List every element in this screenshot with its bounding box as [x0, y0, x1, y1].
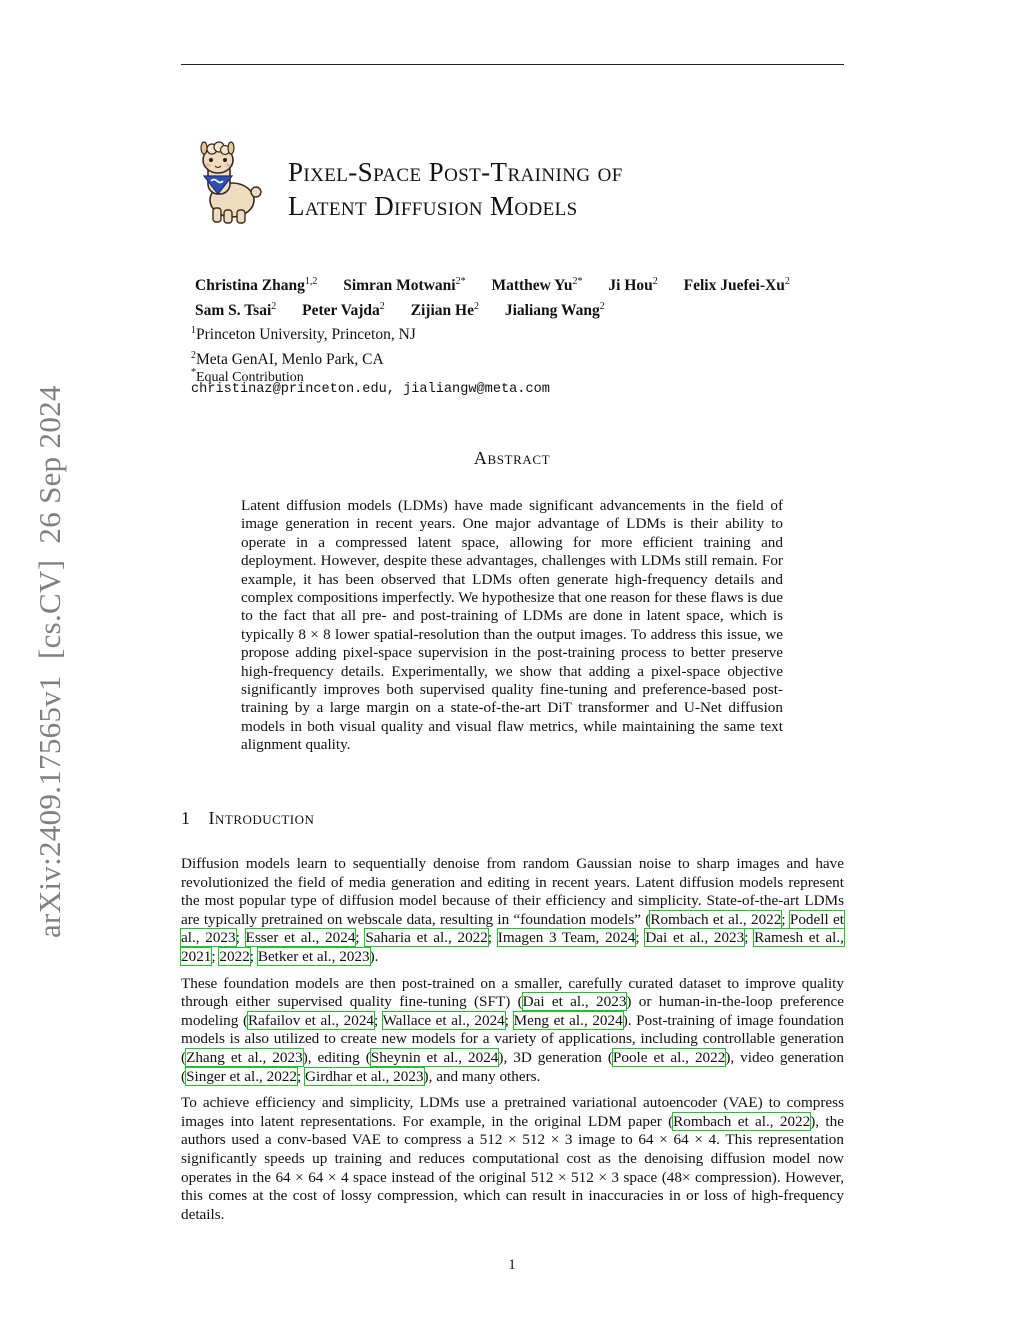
paper-title: [288, 155, 808, 223]
author-list: [195, 271, 855, 321]
intro-paragraph: [181, 975, 844, 1087]
intro-paragraph: [181, 1094, 844, 1224]
introduction-body: [181, 855, 844, 1232]
intro-text: ;: [235, 929, 246, 947]
citation-link[interactable]: Saharia et al., 2022: [365, 929, 488, 947]
section-number: 1: [181, 808, 191, 828]
author: Matthew $Yu^{2*}$: [491, 276, 583, 294]
citation-link[interactable]: 2022: [219, 947, 250, 965]
citation-link[interactable]: Dai et al., 2023: [522, 993, 627, 1011]
intro-text: ;: [781, 910, 790, 928]
author-row-2: [195, 296, 855, 321]
intro-text: ), 3D generation (: [498, 1048, 613, 1066]
citation-link[interactable]: Podell et al., 2023: [181, 910, 844, 947]
abstract-heading: Abstract: [473, 448, 551, 468]
intro-text: ;: [504, 1011, 514, 1029]
author: Christina Zhang$^{1,2}$: [195, 276, 318, 294]
author: Jialiang Wang$^2$: [504, 301, 605, 319]
intro-paragraph: [181, 855, 844, 967]
citation-link[interactable]: Meng et al., 2024: [513, 1011, 623, 1029]
intro-text: ;: [249, 947, 258, 965]
author: Zijian He$^2$: [410, 301, 479, 319]
intro-text: ), editing (: [302, 1048, 371, 1066]
abstract-body: Latent diffusion models (LDMs) have made significant advancements in the field of image generation in recent years. One major advantage of LDMs is their ability to operate in a compressed latent space, allowing for more efficient training and deployment. However, despite these advantages, challenges with LDMs still remain. For example, it has been observed that LDMs often generate high-frequency details and complex compositions imperfectly. We hypothesize that one reason for these flaws is due to the fact that all pre- and post-training of LDMs are done in latent space, which is typically 8 × 8 lower spatial-resolution than the output images. To address this issue, we propose adding pixel-space supervision in the post-training process to better preserve high-frequency details. Experimentally, we show that adding a pixel-space objective significantly improves both supervised quality fine-tuning and preference-based post-training by a large margin on a state-of-the-art DiT transformer and U-Net diffusion models in both visual quality and visual flaw metrics, while maintaining the same text alignment quality.: [241, 497, 784, 754]
citation-link[interactable]: Betker et al., 2023: [257, 947, 370, 965]
citation-link[interactable]: Ramesh et al., 2021: [181, 929, 844, 965]
title-line-2: Latent Diffusion Models: [288, 191, 578, 221]
citation-link[interactable]: Dai et al., 2023: [645, 929, 745, 947]
top-rule: [181, 64, 844, 65]
author: Simran Motwani$^{2*}$: [343, 276, 466, 294]
intro-text: Diffusion models learn to sequentially denoise from random Gaussian noise to sharp images and have revolutionized the field of media generation and editing in recent years. Latent diffusion models represent the most popular type of diffusion model because of their efficiency and simplicity. State-of-the-art LDMs are typically pretrained on webscale data, resulting in “foundation models” (: [181, 855, 844, 928]
intro-text: ;: [635, 929, 646, 947]
intro-text: These foundation models are then post-trained on a smaller, carefully curated dataset to improve quality through either supervised quality fine-tuning (SFT) (: [181, 974, 844, 1011]
citation-link[interactable]: Imagen 3 Team, 2024: [497, 929, 636, 947]
citation-link[interactable]: Rombach et al., 2022: [650, 910, 782, 928]
intro-text: ;: [355, 929, 366, 947]
intro-text: ).: [369, 947, 379, 965]
citation-link[interactable]: Poole et al., 2022: [612, 1048, 726, 1066]
author-emails: christinaz@princeton.edu, jialiangw@meta.com: [191, 382, 550, 397]
citation-link[interactable]: Zhang et al., 2023: [186, 1048, 303, 1066]
section-title: Introduction: [208, 808, 315, 828]
author: Felix Juefei-Xu$^2$: [683, 276, 790, 294]
intro-text: To achieve efficiency and simplicity, LDMs use a pretrained variational autoencoder (VAE) to compress images into latent representations. For example, in the original LDM paper (: [181, 1094, 844, 1130]
citation-link[interactable]: Singer et al., 2022: [186, 1067, 297, 1085]
author: Peter Vajda$^2$: [302, 301, 385, 319]
affiliation: $^1$Princeton University, Princeton, NJ: [191, 325, 416, 343]
page-number: 1: [508, 1257, 516, 1273]
intro-text: ), and many others.: [423, 1067, 541, 1085]
title-line-1: Pixel-Space Post-Training of: [288, 157, 623, 187]
intro-text: ;: [487, 929, 498, 947]
intro-text: ;: [744, 929, 755, 947]
citation-link[interactable]: Rombach et al., 2022: [673, 1112, 811, 1130]
citation-link[interactable]: Rafailov et al., 2024: [248, 1011, 375, 1029]
intro-text: ). Post-training of image foundation models is also utilized to create new models for a variety of applications, including controllable generation (: [181, 1011, 844, 1066]
intro-text: ;: [297, 1067, 306, 1085]
citation-link[interactable]: Sheynin et al., 2024: [370, 1048, 499, 1066]
citation-link[interactable]: Wallace et al., 2024: [382, 1011, 505, 1029]
section-heading: [181, 808, 314, 829]
author-row-1: [195, 271, 855, 296]
intro-text: ;: [374, 1011, 383, 1029]
affiliation: $^2$Meta GenAI, Menlo Park, CA: [191, 350, 384, 368]
alpaca-mascot-icon: [196, 140, 264, 224]
intro-text: ;: [211, 947, 220, 965]
author: Ji Hou$^2$: [608, 276, 658, 294]
arxiv-stamp-text: arXiv:2409.17565v1 [cs.CV] 26 Sep 2024: [32, 385, 67, 938]
intro-text: ), video generation (: [181, 1048, 844, 1085]
citation-link[interactable]: Girdhar et al., 2023: [305, 1067, 424, 1085]
intro-text: ), the authors used a conv-based VAE to compress a 512 × 512 × 3 image to 64 × 64 × 4. This representation significantly speeds up training and reduces computational cost as the denoising diffusion model now operates in the 64 × 64 × 4 space instead of the original 512 × 512 × 3 space (48× compression). However, this comes at the cost of lossy compression, which can result in inaccuracies in or loss of high-frequency details.: [181, 1112, 844, 1223]
intro-text: ) or human-in-the-loop preference modeling (: [181, 993, 845, 1029]
citation-link[interactable]: Esser et al., 2024: [245, 929, 356, 947]
author: Sam S. Tsai$^2$: [195, 301, 277, 319]
equal-contribution-note: *Equal Contribution: [191, 367, 304, 385]
